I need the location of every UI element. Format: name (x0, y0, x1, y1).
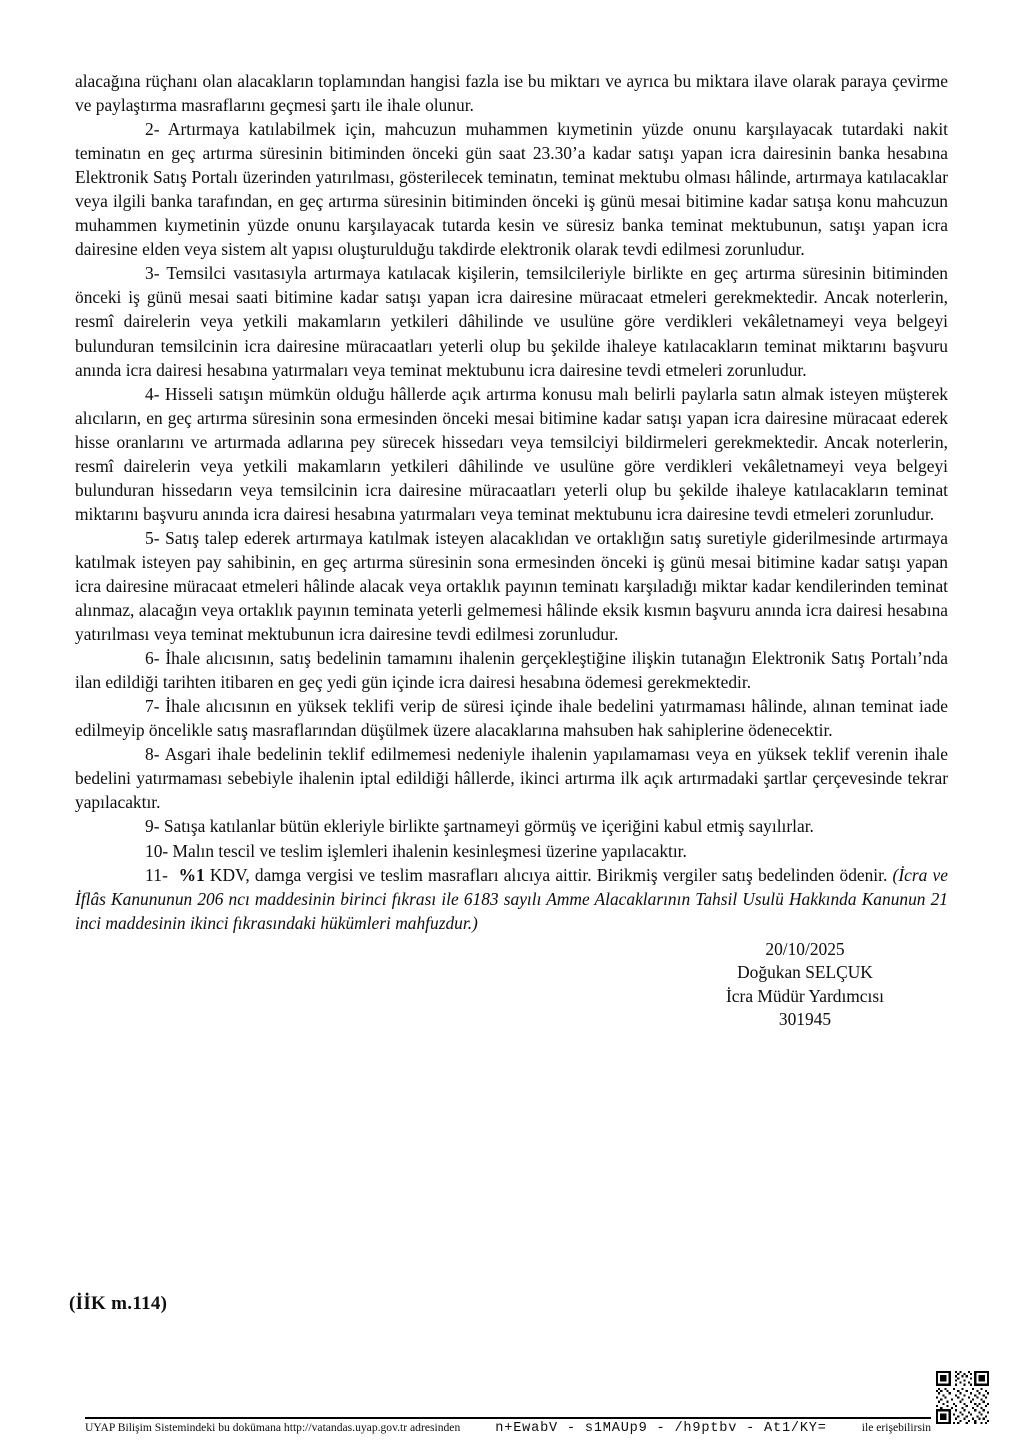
clause-11-number: 11- (145, 864, 169, 885)
clause-paragraph-9: 9- Satışa katılanlar bütün ekleriyle birlikte şartnameyi görmüş ve içeriğini kabul etmiş sayılırlar. (145, 816, 814, 837)
clause-paragraph-6: 6- İhale alıcısının, satış bedelinin tamamını ihalenin gerçekleştiğine ilişkin tutanağın Elektronik Satış Portalı’nda ilan edildiği tarihten itibaren en geç yedi gün içinde icra dairesi hesabına ödemesi gerekmektedir. (75, 648, 948, 693)
signature-name: Doğukan SELÇUK (737, 962, 873, 983)
footer-access-code: n+EwabV - s1MAUp9 - /h9ptbv - At1/KY= (495, 1421, 827, 1436)
clause-paragraph-2: 2- Artırmaya katılabilmek için, mahcuzun muhammen kıymetinin yüzde onunu karşılayacak tutardaki nakit teminatın en geç artırma süresinin bitiminden önceki gün saat 23.30’a kadar satışı yapan icra dairesinin banka hesabına Elektronik Satış Portalı üzerinden yatırılması, gösterilecek teminatın, teminat mektubu olması hâlinde, artırmaya katılacaklar veya ilgili banka tarafından, en geç artırma süresinin bitiminden önceki iş günü mesai bitimine kadar satışa konu mahcuzun muhammen kıymetinin yüzde onunu karşılayacak tutarda kesin ve süresiz banka teminat mektubunun, satışı yapan icra dairesine elden veya sistem alt yapısı oluşturulduğu takdirde elektronik olarak tevdi edilmesi zorunludur. (75, 119, 948, 260)
clause-11-text: KDV, damga vergisi ve teslim masrafları alıcıya aittir. Birikmiş vergiler satış bedelinden ödenir. (209, 864, 888, 885)
footer-divider (85, 1417, 931, 1419)
clause-11-law-note: (İcra ve İflâs Kanununun 206 ncı maddesinin birinci fıkrası ile 6183 sayılı Amme Alacaklarının Tahsil Usulü Hakkında Kanunun 21 inci maddesinin ikinci fıkrasındaki hükümleri mahfuzdur.) (75, 864, 948, 933)
clause-paragraph-10: 10- Malın tescil ve teslim işlemleri ihalenin kesinleşmesi üzerine yapılacaktır. (145, 840, 687, 861)
law-reference: (İİK m.114) (69, 1293, 168, 1314)
clause-11-vat-rate: %1 (178, 864, 205, 885)
clause-paragraph-8: 8- Asgari ihale bedelinin teklif edilmemesi nedeniyle ihalenin yapılamaması veya en yüksek teklif verenin ihale bedelini yatırmaması sebebiyle ihalenin iptal edildiği hâllerde, ikinci artırma ilk açık artırmadaki şartlar çerçevesinde tekrar yapılacaktır. (75, 744, 948, 813)
signature-registry-no: 301945 (778, 1009, 832, 1030)
footer (85, 1421, 931, 1436)
signature-date: 20/10/2025 (765, 938, 845, 959)
footer-access-text: UYAP Bilişim Sistemindeki bu dokümana http://vatandas.uyap.gov.tr adresinden (85, 1421, 461, 1434)
clause-paragraph-5: 5- Satış talep ederek artırmaya katılmak isteyen alacaklıdan ve ortaklığın satış suretiyle giderilmesinde artırmaya katılmak isteyen pay sahibinin, en geç artırma süresinin sona ermesinden önceki iş günü mesai bitimine kadar satışı yapan icra dairesine müracaat etmeleri hâlinde alacak veya ortaklık payının teminatı karşıladığı miktar kadar kendilerinden teminat alınmaz, alacağın veya ortaklık payının teminata yeterli gelmemesi hâlinde eksik kısmın başvuru anında icra dairesi hesabına yatırılması veya teminat mektubunun icra dairesine tevdi edilmesi zorunludur. (75, 527, 948, 645)
intro-paragraph: alacağına rüçhanı olan alacakların toplamından hangisi fazla ise bu miktarı ve ayrıca bu miktara ilave olarak paraya çevirme ve paylaştırma masraflarını geçmesi şartı ile ihale olunur. (75, 71, 948, 116)
signature-block (675, 938, 935, 1032)
document-body (75, 69, 948, 1032)
signature-title: İcra Müdür Yardımcısı (726, 985, 884, 1006)
clause-paragraph-11 (75, 863, 948, 935)
clause-paragraph-7: 7- İhale alıcısının en yüksek teklifi verip de süresi içinde ihale bedelini yatırmaması hâlinde, alınan teminat iade edilmeyip öncelikle satış masraflarından düşülmek üzere alacaklarına mahsuben hak sahiplerine ödenecektir. (75, 696, 948, 741)
clause-paragraph-3: 3- Temsilci vasıtasıyla artırmaya katılacak kişilerin, temsilcileriyle birlikte en geç artırma süresinin bitiminden önceki iş günü mesai saati bitimine kadar satışı yapan icra dairesine müracaat etmeleri gerekmektedir. Ancak noterlerin, resmî dairelerin veya yetkili makamların yetkileri dâhilinde ve usulüne göre verdikleri vekâletnameyi veya belgeyi bulunduran temsilcinin icra dairesine müracaatları yeterli olup bu şekilde ihaleye katılacakların teminat miktarını başvuru anında icra dairesi hesabına yatırmaları veya teminat mektubunu icra dairesine tevdi etmeleri zorunludur. (75, 263, 948, 380)
clause-paragraph-4: 4- Hisseli satışın mümkün olduğu hâllerde açık artırma konusu malı belirli paylarla satın almak isteyen müşterek alıcıların, en geç artırma süresinin sona ermesinden önceki mesai bitimine kadar satışı yapan icra dairesine müracaat ederek hisse oranlarını ve artırmada adlarına pey sürecek hissedarı veya temsilciyi bildirmeleri gerekmektedir. Ancak noterlerin, resmî dairelerin veya yetkili makamların yetkileri dâhilinde ve usulüne göre verdikleri vekâletnameyi veya belgeyi bulunduran hissedarın veya temsilcinin icra dairesine müracaatları yeterli olup bu şekilde ihaleye katılacakların teminat miktarını başvuru anında icra dairesi hesabına yatırmaları veya teminat mektubunu icra dairesine tevdi etmeleri zorunludur. (75, 383, 948, 524)
footer-access-suffix: ile erişebilirsin (861, 1421, 931, 1434)
qr-code-icon (936, 1371, 989, 1424)
